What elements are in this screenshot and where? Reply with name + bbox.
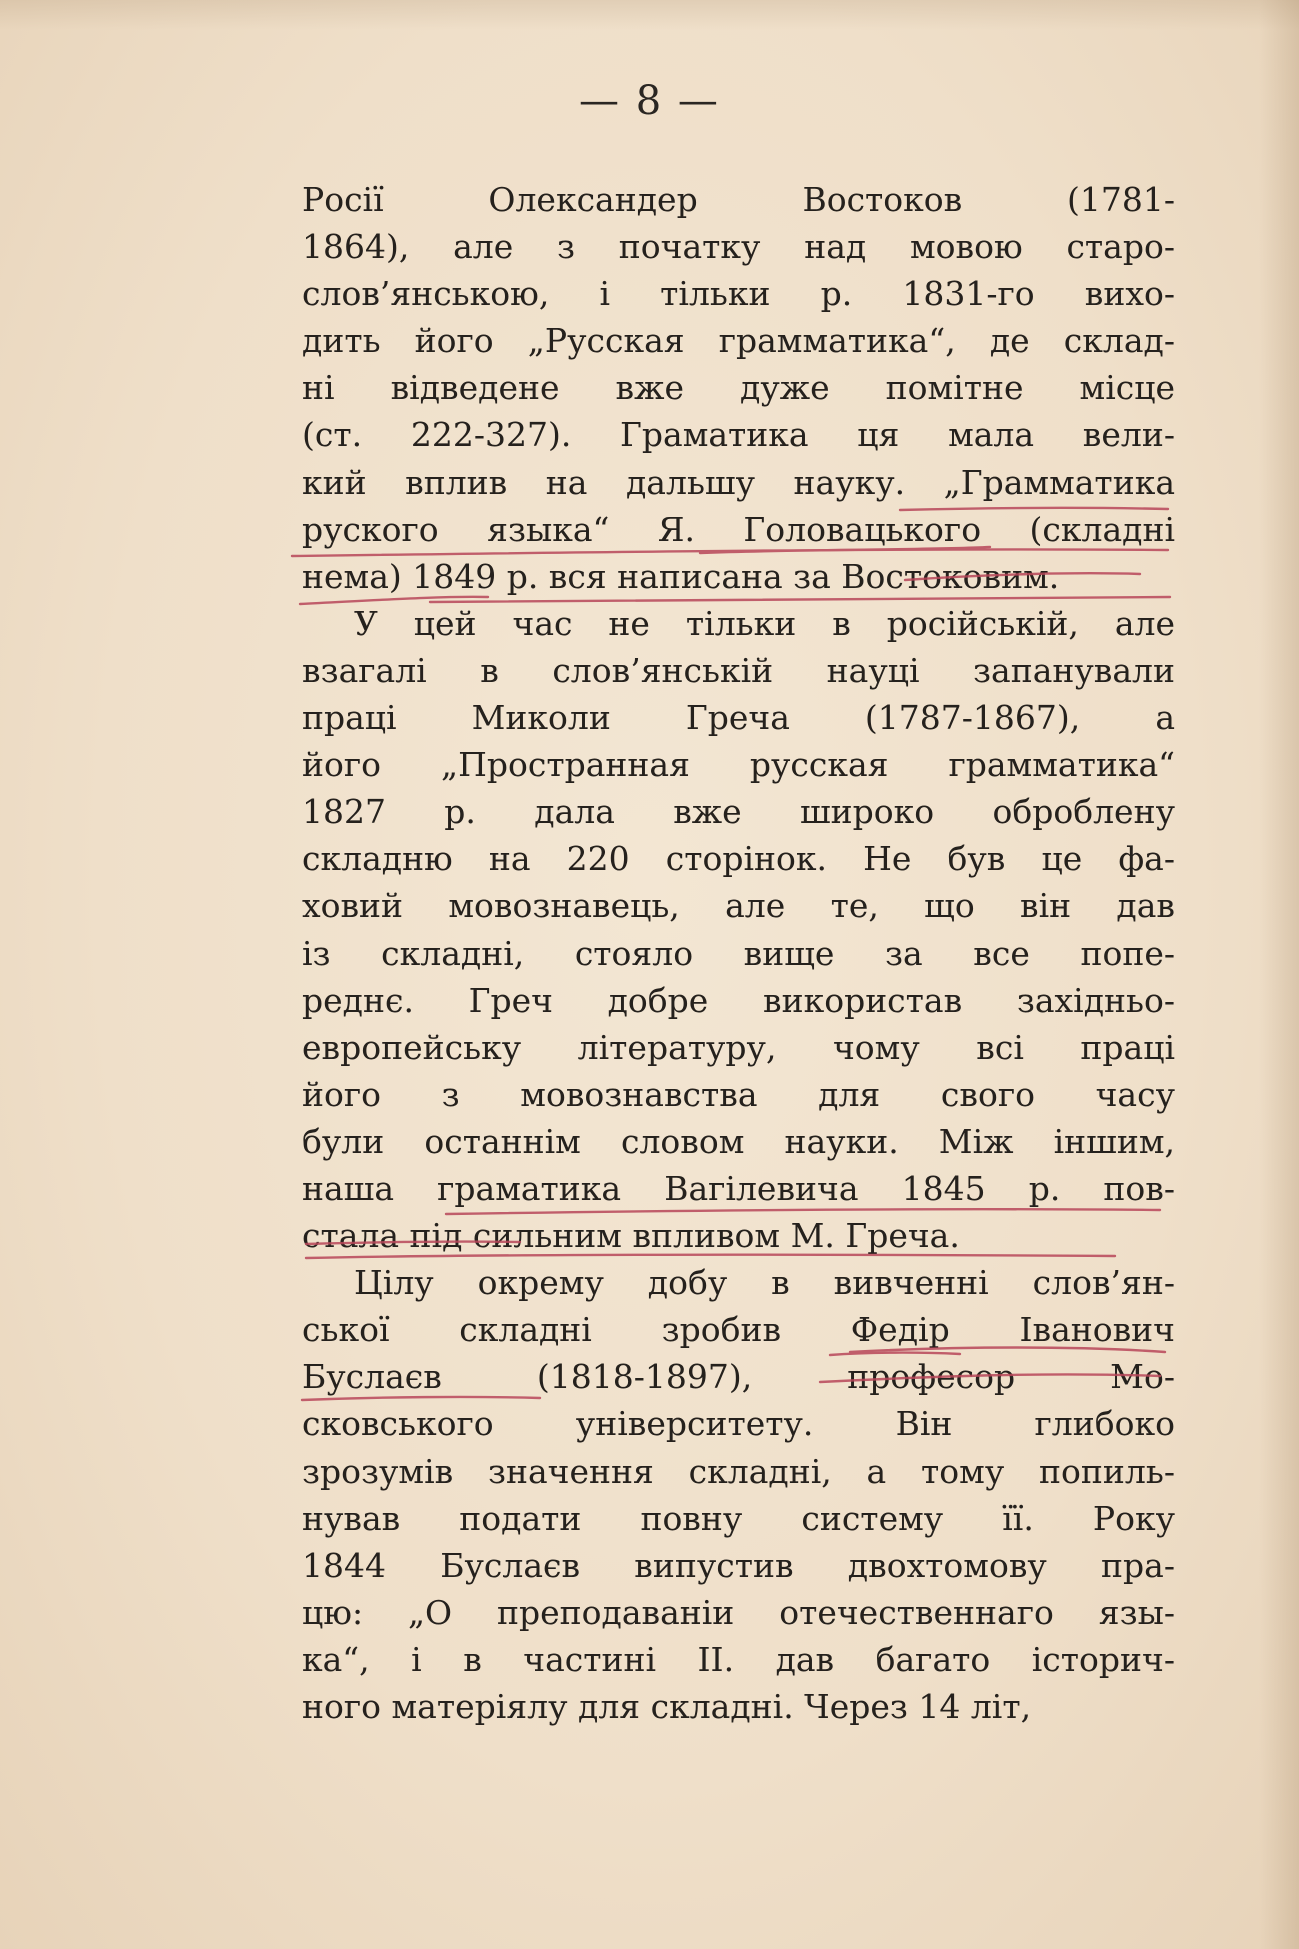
text-line: 1827 р. дала вже широко оброблену [302,792,1175,832]
text-line: його „Пространная русская грамматика“ [302,745,1175,785]
text-line: із складні, стояло вище за все попе- [302,933,1175,973]
text-line: нував подати повну систему її. Року [302,1498,1175,1538]
text-line: наша граматика Вагілевича 1845 р. пов- [302,1168,1175,1208]
text-line: европейську літературу, чому всі праці [302,1027,1175,1067]
text-line: руского языка“ Я. Головацького (складні [302,509,1175,549]
text-line: Росії Олександер Востоков (1781- [302,180,1175,219]
page-shadow-top [0,0,1299,30]
text-line: Буслаєв (1818-1897), професор Мо- [302,1357,1175,1397]
text-line: ської складні зробив Федір Іванович [302,1310,1175,1350]
text-line: його з мовознавства для свого часу [302,1074,1175,1114]
text-line: зрозумів значення складні, а тому попиль- [302,1451,1175,1491]
text-line: У цей час не тільки в російській, але [354,603,1175,643]
body-text [302,176,1175,1730]
text-line: взагалі в слов’янській науці запанували [302,650,1175,690]
text-line: 1864), але з початку над мовою старо- [302,227,1175,267]
text-line: були останнім словом науки. Між іншим, [302,1121,1175,1161]
text-line: 1844 Буслаєв випустив двохтомову пра- [302,1545,1175,1585]
text-line: дить його „Русская грамматика“, де склад- [302,321,1175,361]
text-line: слов’янською, і тільки р. 1831-го вихо- [302,274,1175,314]
text-line: цю: „О преподаваніи отечественнаго язы- [302,1592,1175,1632]
text-line: Цілу окрему добу в вивченні слов’ян- [354,1263,1175,1303]
page-shadow-right [1259,0,1299,1949]
text-line: (ст. 222-327). Граматика ця мала вели- [302,415,1175,455]
text-line: нема) 1849 р. вся написана за Востоковим. [302,556,1060,596]
page-number: — 8 — [579,78,720,124]
text-line: ховий мовознавець, але те, що він дав [302,886,1175,926]
text-line: праці Миколи Греча (1787-1867), а [302,698,1175,738]
text-line: сковського університету. Він глибоко [302,1404,1175,1444]
text-line: стала під сильним впливом М. Греча. [302,1216,960,1256]
text-line: реднє. Греч добре використав західньо- [302,980,1175,1020]
text-line: кий вплив на дальшу науку. „Грамматика [302,462,1175,502]
text-line: ні відведене вже дуже помітне місце [302,368,1175,408]
text-line: складню на 220 сторінок. Не був це фа- [302,839,1175,879]
text-line: ного матеріялу для складні. Через 14 літ, [302,1687,1032,1726]
text-line: ка“, і в частині II. дав багато історич- [302,1639,1175,1679]
